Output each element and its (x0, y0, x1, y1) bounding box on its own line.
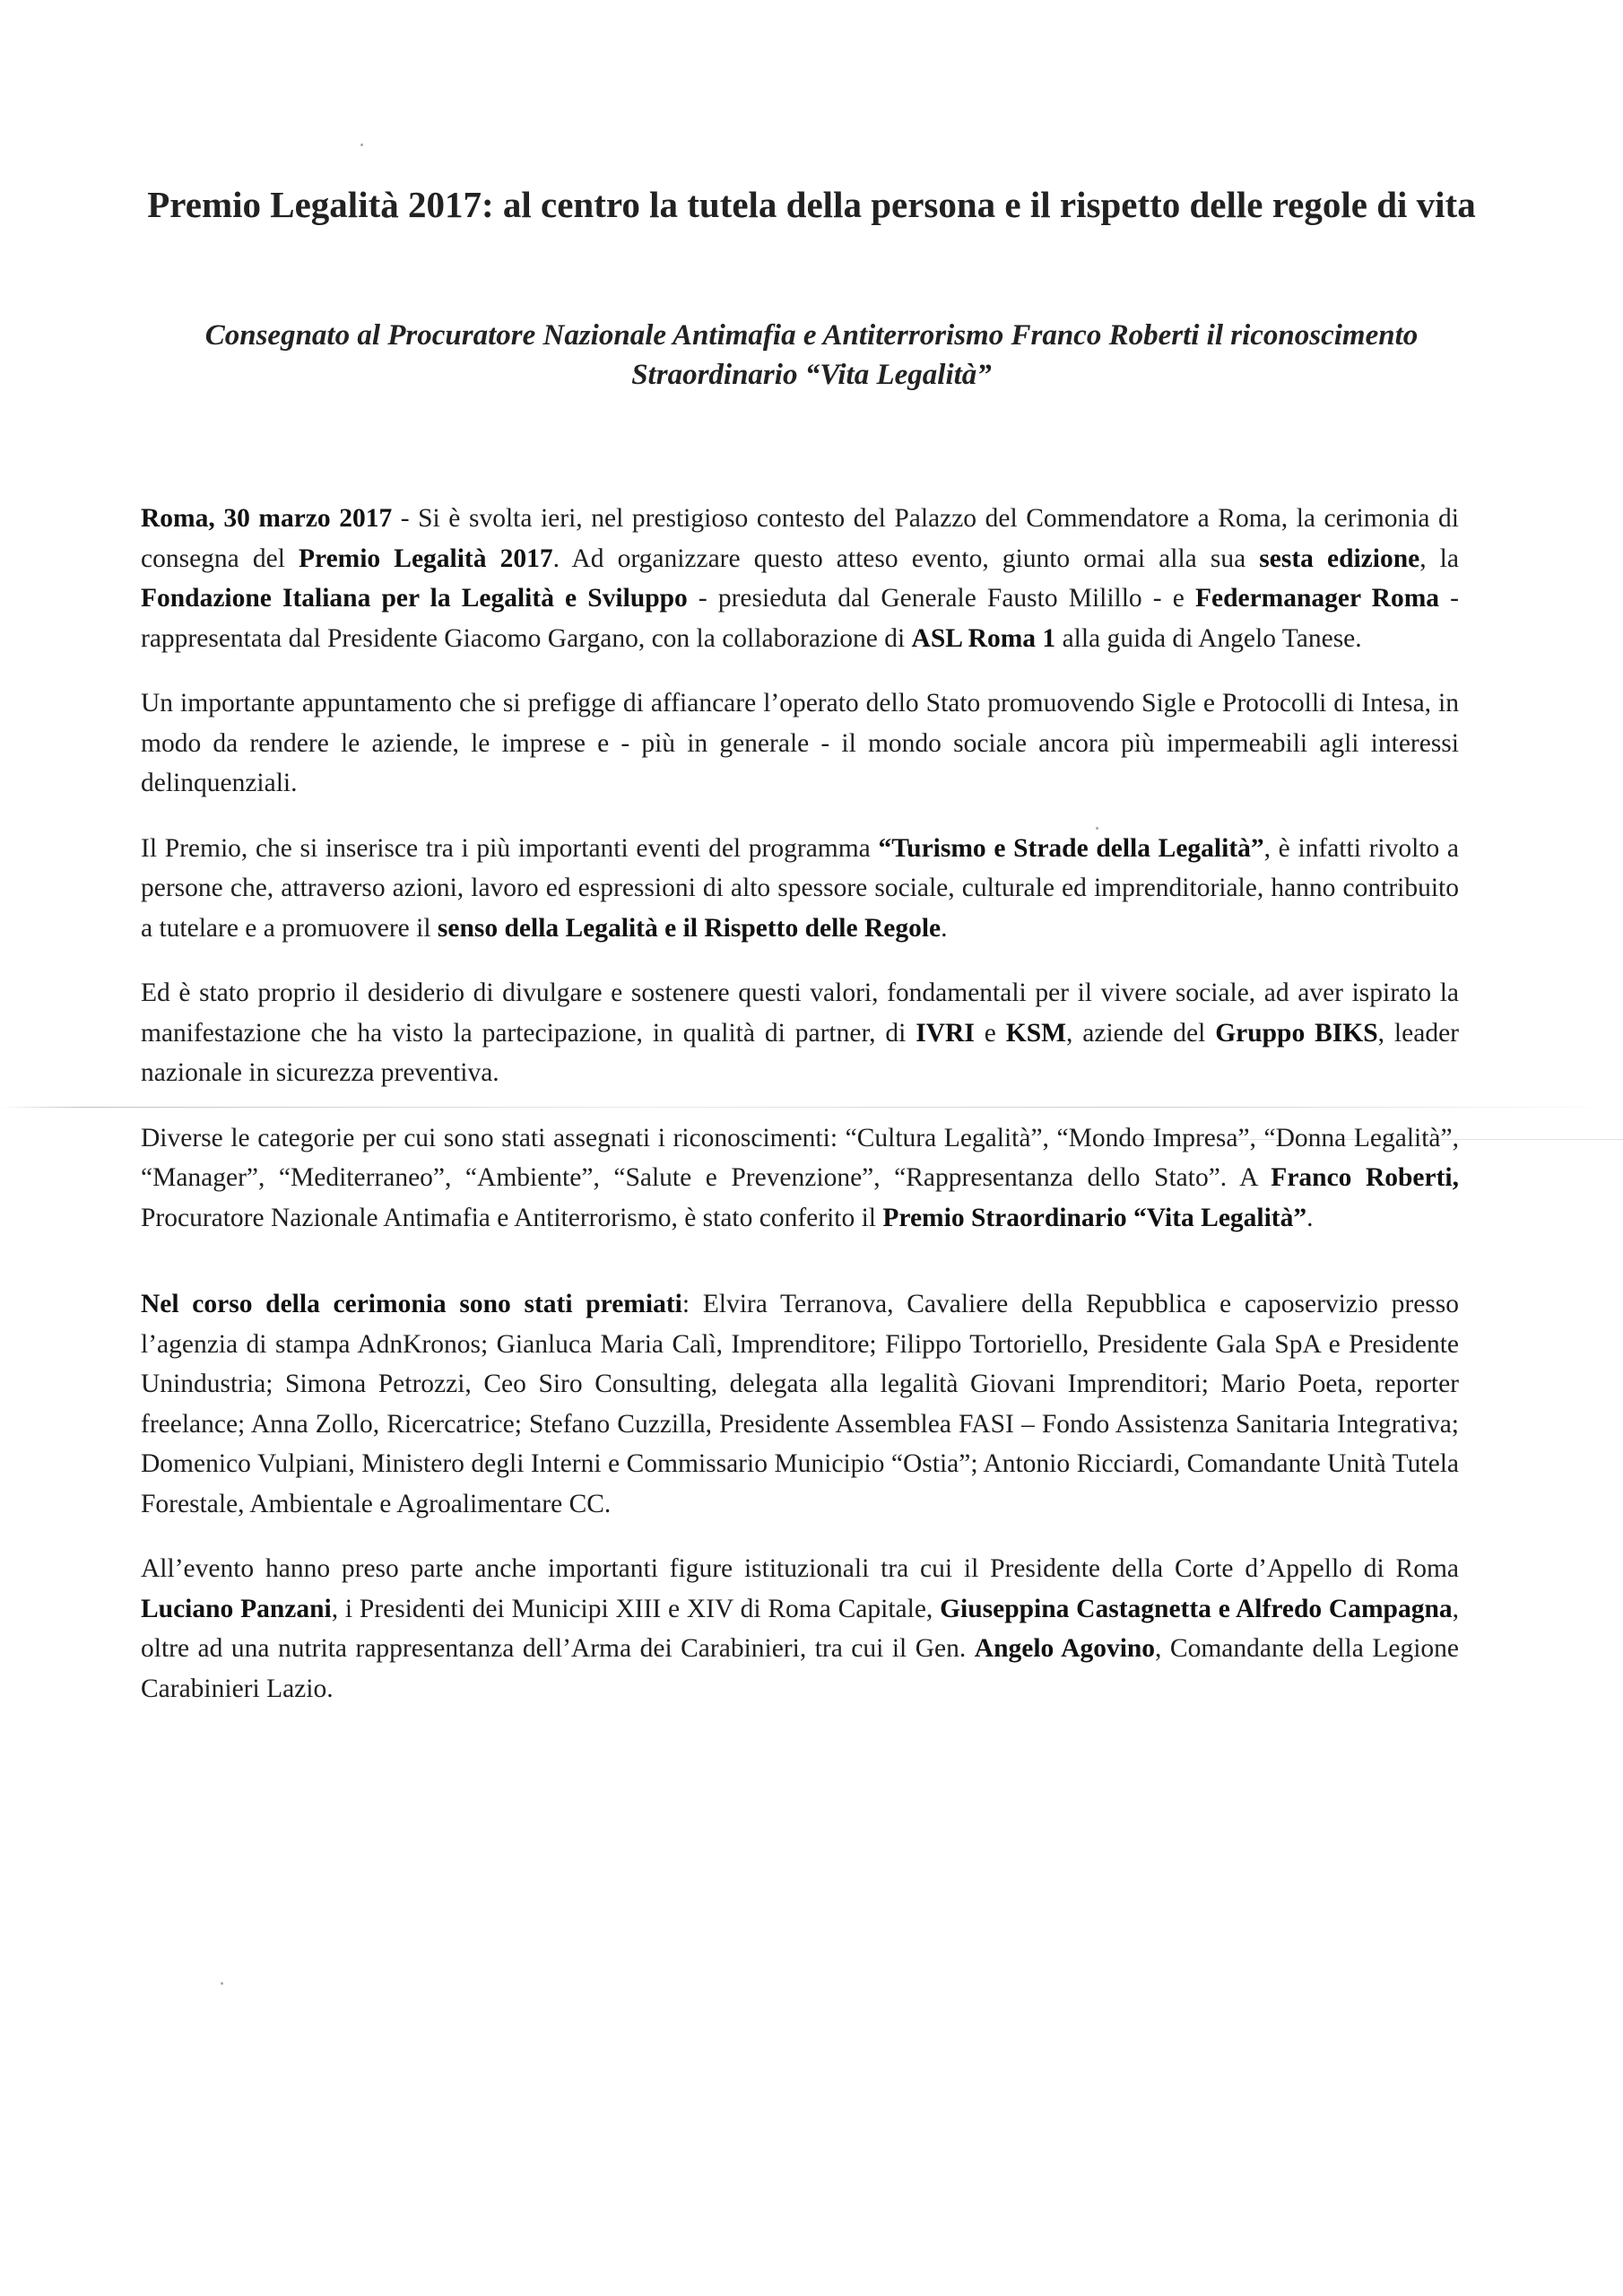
paragraph-2: Un importante appuntamento che si prefigge di affiancare l’operato dello Stato promuovendo Sigle e Protocolli di Intesa, in modo da rendere le aziende, le imprese e - più in generale - il mondo sociale ancora più impermeabili agli interessi delinquenziali. (141, 689, 1459, 797)
scan-speck (221, 1982, 223, 1985)
paragraph-1: Roma, 30 marzo 2017 - Si è svolta ieri, nel prestigioso contesto del Palazzo del Commendatore a Roma, la cerimonia di consegna del Premio Legalità 2017. Ad organizzare questo atteso evento, giunto ormai alla sua sesta edizione, la Fondazione Italiana per la Legalità e Sviluppo - presieduta dal Generale Fausto Milillo - e Federmanager Roma - rappresentata dal Presidente Giacomo Gargano, con la collaborazione di ASL Roma 1 alla guida di Angelo Tanese. (141, 504, 1460, 653)
scan-speck (360, 144, 363, 146)
paragraph-5: Diverse le categorie per cui sono stati assegnati i riconoscimenti: “Cultura Legalità”, “Mondo Impresa”, “Donna Legalità”, “Manager”, “Mediterraneo”, “Ambiente”, “Salute e Prevenzione”, “Rappresentanza dello Stato”. A Franco Roberti, Procuratore Nazionale Antimafia e Antiterrorismo, è stato conferito il Premio Straordinario “Vita Legalità”. (141, 1123, 1459, 1232)
document-title: Premio Legalità 2017: al centro la tutela della persona e il rispetto delle regole di vita (147, 184, 1476, 225)
document-body (141, 499, 1459, 1734)
paragraph-4: Ed è stato proprio il desiderio di divulgare e sostenere questi valori, fondamentali per il vivere sociale, ad aver ispirato la manifestazione che ha visto la partecipazione, in qualità di partner, di IVRI e KSM, aziende del Gruppo BIKS, leader nazionale in sicurezza preventiva. (141, 978, 1459, 1087)
document-subtitle: Consegnato al Procuratore Nazionale Antimafia e Antiterrorismo Franco Roberti il riconoscimento Straordinario “Vita Legalità” (204, 319, 1419, 391)
paragraph-3: Il Premio, che si inserisce tra i più importanti eventi del programma “Turismo e Strade della Legalità”, è infatti rivolto a persone che, attraverso azioni, lavoro ed espressioni di alto spessore sociale, culturale ed imprenditoriale, hanno contribuito a tutelare e a promuovere il senso della Legalità e il Rispetto delle Regole. (141, 833, 1459, 943)
dateline: Roma, 30 marzo 2017 (141, 504, 393, 533)
paragraph-7: All’evento hanno preso parte anche importanti figure istituzionali tra cui il Presidente della Corte d’Appello di Roma Luciano Panzani, i Presidenti dei Municipi XIII e XIV di Roma Capitale, Giuseppina Castagnetta e Alfredo Campagna, oltre ad una nutrita rappresentanza dell’Arma dei Carabinieri, tra cui il Gen. Angelo Agovino, Comandante della Legione Carabinieri Lazio. (141, 1554, 1459, 1703)
paragraph-6: Nel corso della cerimonia sono stati premiati: Elvira Terranova, Cavaliere della Repubblica e caposervizio presso l’agenzia di stampa AdnKronos; Gianluca Maria Calì, Imprenditore; Filippo Tortoriello, Presidente Gala SpA e Presidente Unindustria; Simona Petrozzi, Ceo Siro Consulting, delegata alla legalità Giovani Imprenditori; Mario Poeta, reporter freelance; Anna Zollo, Ricercatrice; Stefano Cuzzilla, Presidente Assemblea FASI – Fondo Assistenza Sanitaria Integrativa; Domenico Vulpiani, Ministero degli Interni e Commissario Municipio “Ostia”; Antonio Ricciardi, Comandante Unità Tutela Forestale, Ambientale e Agroalimentare CC. (141, 1290, 1459, 1518)
